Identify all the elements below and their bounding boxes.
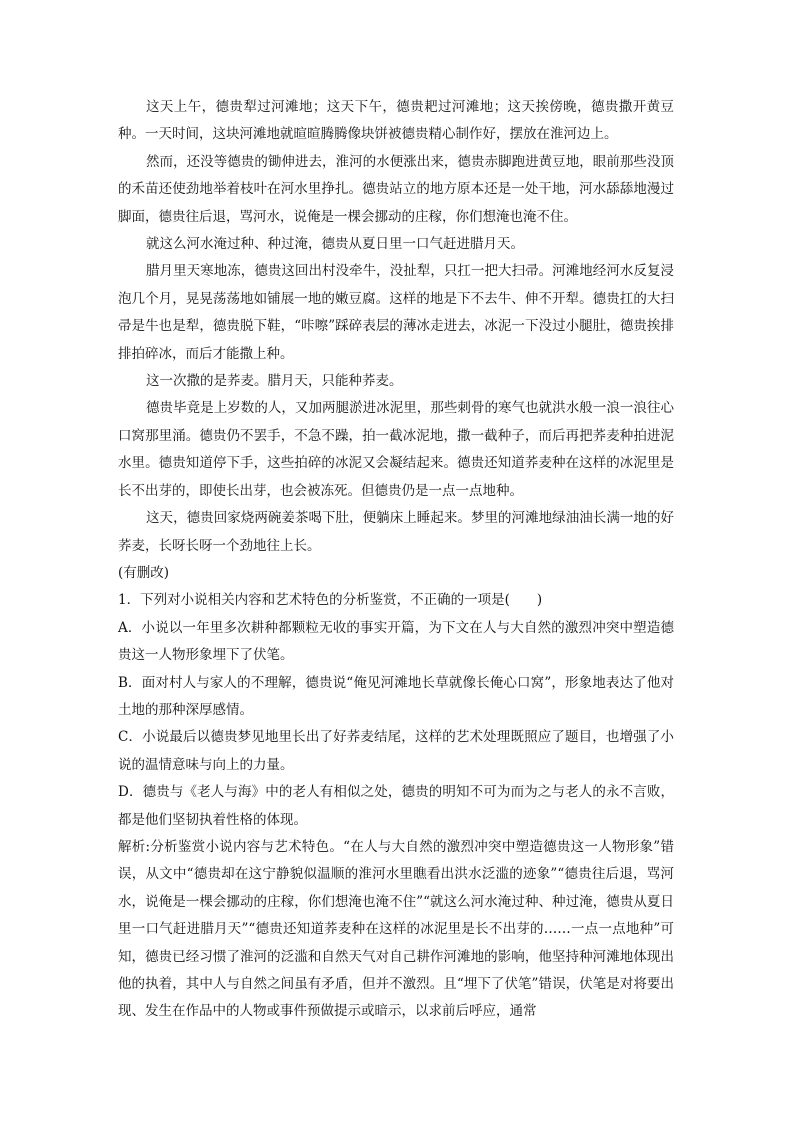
story-paragraph-4: 腊月里天寒地冻，德贵这回出村没牵牛，没扯犁，只扛一把大扫帚。河滩地经河水反复浸泡几个月，晃晃荡荡地如铺展一地的嫩豆腐。这样的地是下不去牛、伸不开犁。德贵扛的大扫帚是牛也是犁，德贵脱下鞋，“咔嚓”踩碎表层的薄冰走进去，冰泥一下没过小腿肚，德贵挨排排拍碎冰，而后才能撒上种。 — [118, 263, 674, 362]
story-paragraph-5: 这一次撒的是荞麦。腊月天，只能种荞麦。 — [146, 373, 403, 390]
option-d: D．德贵与《老人与海》中的老人有相似之处，德贵的明知不可为而为之与老人的永不言败，都是他们坚韧执着性格的体现。 — [118, 784, 674, 828]
question-stem: 1．下列对小说相关内容和艺术特色的分析鉴赏，不正确的一项是( ) — [118, 592, 543, 609]
analysis-text: 分析鉴赏小说内容与艺术特色。“在人与大自然的激烈冲突中塑造德贵这一人物形象”错误，从文中“德贵却在这宁静貌似温顺的淮河水里瞧看出洪水泛滥的迹象”“德贵往后退，骂河水，说俺是一棵会挪动的庄稼，你们想淹也淹不住”“就这么河水淹过种、种过淹，德贵从夏日里一口气赶进腊月天”“德贵还知道荞麦种在这样的冰泥里是长不出芽的……一点一点地种”可知，德贵已经习惯了淮河的泛滥和自然天气对自己耕作河滩地的影响，他坚持种河滩地体现出他的执着，其中人与自然之间虽有矛盾，但并不激烈。且“埋下了伏笔”错误，伏笔是对将要出现、发生在作品中的人物或事件预做提示或暗示，以求前后呼应，通常 — [118, 838, 674, 1020]
analysis-label: 解析: — [118, 838, 151, 855]
option-b: B．面对村人与家人的不理解，德贵说“俺见河滩地长草就像长俺心口窝”，形象地表达了他对土地的那种深厚感情。 — [118, 674, 674, 718]
story-paragraph-3: 就这么河水淹过种、种过淹，德贵从夏日里一口气赶进腊月天。 — [146, 236, 524, 253]
story-paragraph-7: 这天，德贵回家烧两碗姜茶喝下肚，便躺床上睡起来。梦里的河滩地绿油油长满一地的好荞麦，长呀长呀一个劲地往上长。 — [118, 510, 674, 554]
option-a: A．小说以一年里多次耕种都颗粒无收的事实开篇，为下文在人与大自然的激烈冲突中塑造德贵这一人物形象埋下了伏笔。 — [118, 619, 674, 664]
source-note: (有删改) — [118, 564, 170, 581]
analysis-block — [118, 834, 674, 1026]
document-page — [118, 94, 674, 1026]
option-c: C．小说最后以德贵梦见地里长出了好荞麦结尾，这样的艺术处理既照应了题目，也增强了小说的温情意味与向上的力量。 — [118, 729, 674, 773]
story-paragraph-1: 这天上午，德贵犁过河滩地；这天下午，德贵耙过河滩地；这天挨傍晚，德贵撒开黄豆种。一天时间，这块河滩地就暄暄腾腾像块饼被德贵精心制作好，摆放在淮河边上。 — [118, 99, 674, 143]
story-paragraph-6: 德贵毕竟是上岁数的人，又加两腿淤进冰泥里，那些刺骨的寒气也就洪水般一浪一浪往心口窝那里涌。德贵仍不罢手，不急不躁，拍一截冰泥地，撒一截种子，而后再把荞麦种拍进泥水里。德贵知道停下手，这些拍碎的冰泥又会凝结起来。德贵还知道荞麦种在这样的冰泥里是长不出芽的，即使长出芽，也会被冻死。但德贵仍是一点一点地种。 — [118, 400, 674, 499]
story-paragraph-2: 然而，还没等德贵的锄伸进去，淮河的水便涨出来，德贵赤脚跑进黄豆地，眼前那些没顶的禾苗还使劲地举着枝叶在河水里挣扎。德贵站立的地方原本还是一处干地，河水舔舔地漫过脚面，德贵往后退，骂河水，说俺是一棵会挪动的庄稼，你们想淹也淹不住。 — [118, 153, 674, 225]
